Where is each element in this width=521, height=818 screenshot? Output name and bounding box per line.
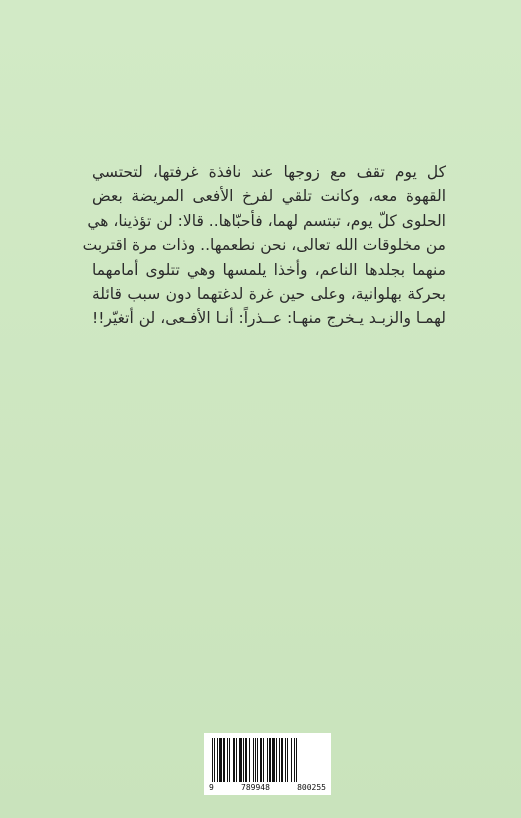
blurb-text <box>82 160 446 331</box>
barcode-bars <box>209 738 326 782</box>
isbn-digit-group: 9 <box>209 783 214 792</box>
blurb-line: لهمـا والزبـد يـخرج منهـا: عــذراً: أنـا الأفـعى، لن أتغيّر!! <box>92 309 446 328</box>
blurb-line: منهما بجلدها الناعم، وأخذا يلمسها وهي تتلوى أمامهما <box>92 260 446 279</box>
isbn-barcode <box>204 733 331 795</box>
blurb-line: الحلوى كلّ يوم، تبتسم لهما، فأحبّاها.. قالا: لن تؤذينا، هي <box>87 211 446 230</box>
isbn-number <box>209 783 326 792</box>
isbn-digit-group: 789948 <box>241 783 270 792</box>
blurb-line: من مخلوقات الله تعالى، نحن نطعمها.. وذات مرة اقتربت <box>82 236 446 255</box>
blurb-line: القهوة معه، وكانت تلقي لفرخ الأفعى المريضة بعض <box>92 187 446 206</box>
blurb-line: بحركة بهلوانية، وعلى حين غرة لدغتهما دون سبب قائلة <box>92 285 446 304</box>
isbn-digit-group: 800255 <box>297 783 326 792</box>
blurb-line: كل يوم تقف مع زوجها عند نافذة غرفتها، لتحتسي <box>92 163 446 181</box>
